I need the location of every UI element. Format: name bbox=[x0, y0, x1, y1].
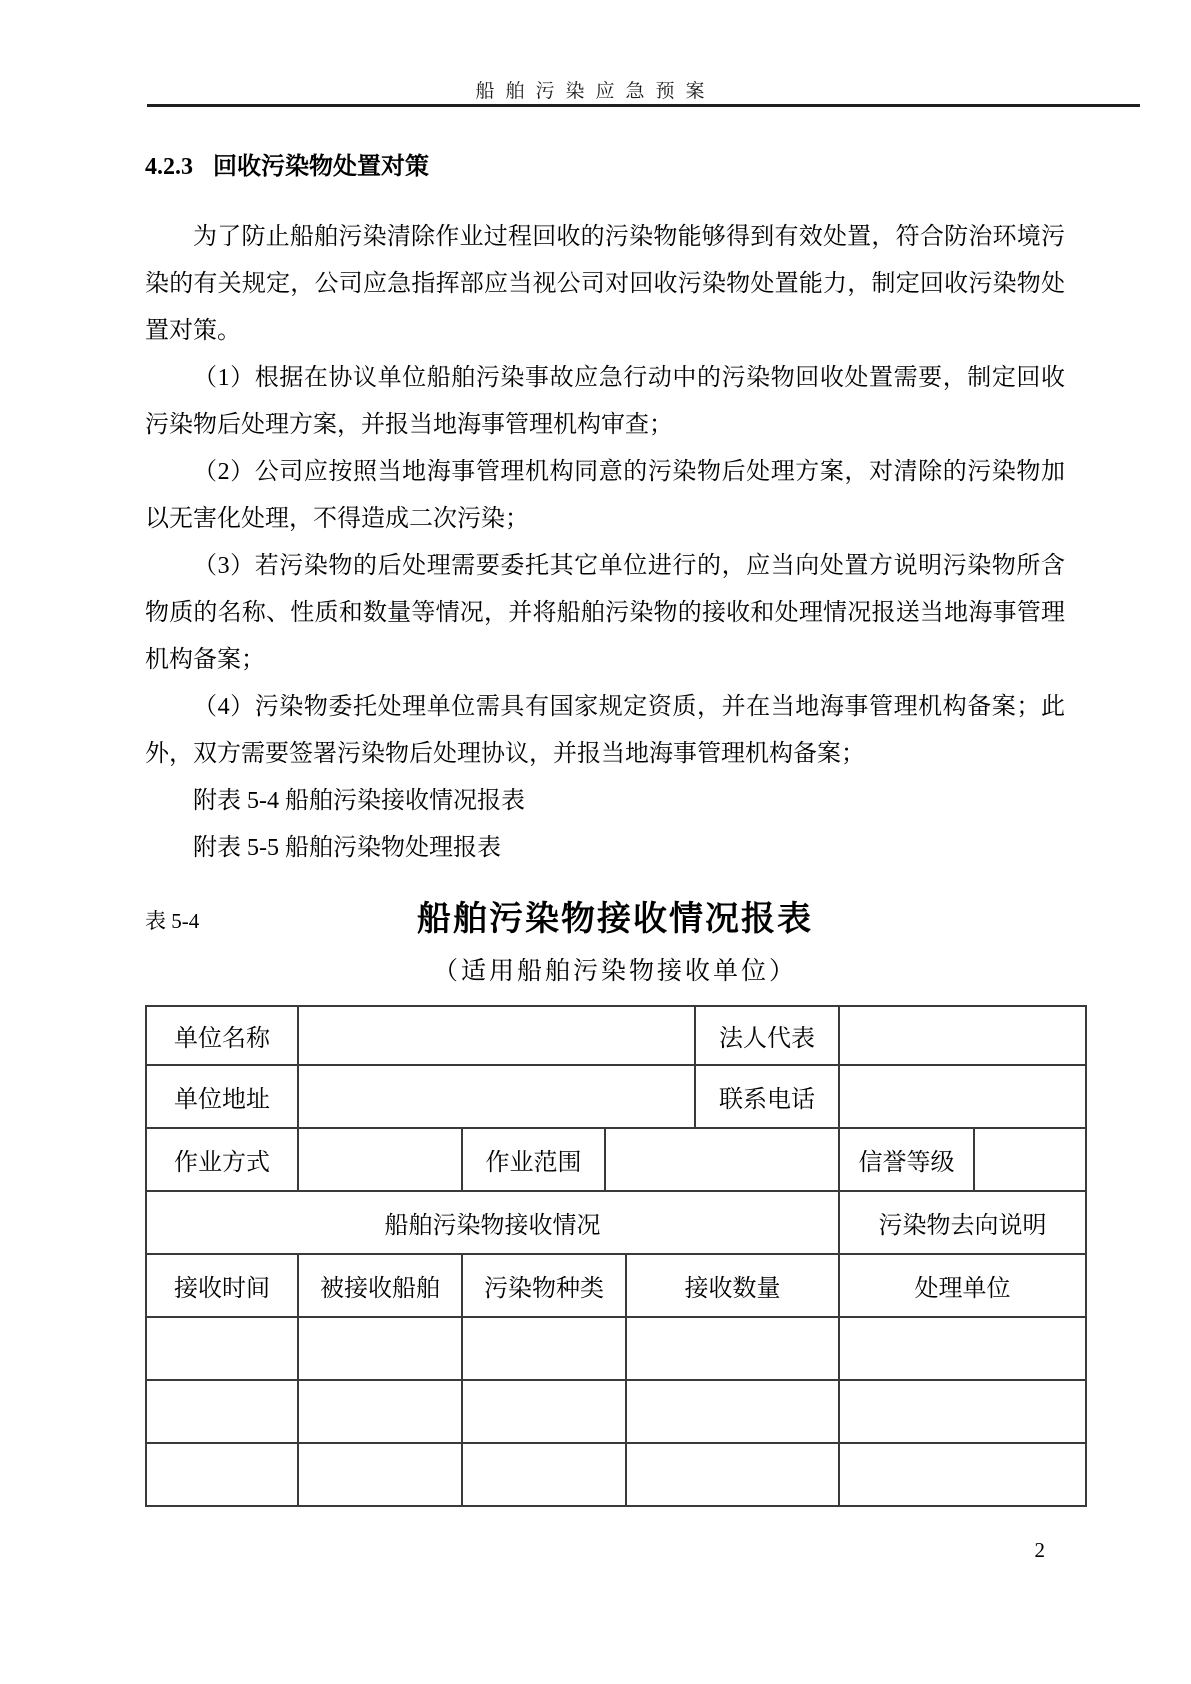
unit-address-value-cell bbox=[298, 1065, 695, 1128]
table-empty-row bbox=[146, 1443, 1086, 1506]
unit-name-value-cell bbox=[298, 1006, 695, 1065]
empty-cell bbox=[462, 1317, 626, 1380]
legal-rep-label-cell: 法人代表 bbox=[695, 1006, 839, 1065]
reception-section-header-cell: 船舶污染物接收情况 bbox=[146, 1191, 839, 1254]
work-scope-value-cell bbox=[605, 1128, 839, 1191]
col-header-receive-qty: 接收数量 bbox=[626, 1254, 839, 1317]
paragraph-intro: 为了防止船舶污染清除作业过程回收的污染物能够得到有效处置，符合防治环境污染的有关规定，公司应急指挥部应当视公司对回收污染物处置能力，制定回收污染物处置对策。 bbox=[145, 224, 1065, 344]
empty-cell bbox=[839, 1380, 1086, 1443]
destination-section-header-cell: 污染物去向说明 bbox=[839, 1191, 1086, 1254]
page-number: 2 bbox=[1034, 1538, 1045, 1562]
legal-rep-value-cell bbox=[839, 1006, 1086, 1065]
unit-name-label-cell: 单位名称 bbox=[146, 1006, 298, 1065]
empty-cell bbox=[146, 1380, 298, 1443]
table-row bbox=[146, 1006, 1086, 1065]
empty-cell bbox=[298, 1443, 462, 1506]
col-header-receive-time: 接收时间 bbox=[146, 1254, 298, 1317]
section-heading bbox=[145, 146, 429, 181]
table-empty-row bbox=[146, 1317, 1086, 1380]
attachment-ref-5-4: 附表 5-4 船舶污染接收情况报表 bbox=[193, 788, 525, 814]
empty-cell bbox=[839, 1317, 1086, 1380]
work-mode-label-cell: 作业方式 bbox=[146, 1128, 298, 1191]
empty-cell bbox=[462, 1443, 626, 1506]
col-header-pollutant-type: 污染物种类 bbox=[462, 1254, 626, 1317]
table-number-label: 表 5-4 bbox=[145, 909, 200, 933]
contact-phone-label-cell: 联系电话 bbox=[695, 1065, 839, 1128]
table-header-row bbox=[146, 1254, 1086, 1317]
empty-cell bbox=[626, 1380, 839, 1443]
table-row bbox=[146, 1128, 1086, 1191]
attachment-ref-5-5: 附表 5-5 船舶污染物处理报表 bbox=[193, 835, 501, 861]
work-scope-label-cell: 作业范围 bbox=[462, 1128, 605, 1191]
table-row bbox=[146, 1191, 1086, 1254]
section-number: 4.2.3 bbox=[145, 154, 193, 180]
paragraph-item-3: （3）若污染物的后处理需要委托其它单位进行的，应当向处置方说明污染物所含物质的名称、性质和数量等情况，并将船舶污染物的接收和处理情况报送当地海事管理机构备案； bbox=[145, 553, 1065, 673]
table-subtitle: （适用船舶污染物接收单位） bbox=[432, 958, 797, 985]
table-empty-row bbox=[146, 1380, 1086, 1443]
section-title: 回收污染物处置对策 bbox=[213, 154, 429, 180]
work-mode-value-cell bbox=[298, 1128, 462, 1191]
table-row bbox=[146, 1065, 1086, 1128]
running-header-title: 船舶污染应急预案 bbox=[475, 81, 716, 102]
header-divider-line bbox=[147, 104, 1140, 107]
paragraph-item-2: （2）公司应按照当地海事管理机构同意的污染物后处理方案，对清除的污染物加以无害化处理，不得造成二次污染； bbox=[145, 459, 1065, 532]
empty-cell bbox=[839, 1443, 1086, 1506]
empty-cell bbox=[462, 1380, 626, 1443]
paragraph-item-4: （4）污染物委托处理单位需具有国家规定资质，并在当地海事管理机构备案；此外，双方需要签署污染物后处理协议，并报当地海事管理机构备案； bbox=[145, 694, 1065, 767]
empty-cell bbox=[298, 1380, 462, 1443]
table-title: 船舶污染物接收情况报表 bbox=[417, 901, 813, 938]
reception-report-table bbox=[145, 1005, 1087, 1507]
body-text-block bbox=[145, 214, 1065, 872]
empty-cell bbox=[146, 1443, 298, 1506]
contact-phone-value-cell bbox=[839, 1065, 1086, 1128]
empty-cell bbox=[146, 1317, 298, 1380]
unit-address-label-cell: 单位地址 bbox=[146, 1065, 298, 1128]
empty-cell bbox=[626, 1443, 839, 1506]
paragraph-item-1: （1）根据在协议单位船舶污染事故应急行动中的污染物回收处置需要，制定回收污染物后处理方案，并报当地海事管理机构审查； bbox=[145, 365, 1065, 438]
credit-rating-value-cell bbox=[974, 1128, 1086, 1191]
empty-cell bbox=[626, 1317, 839, 1380]
empty-cell bbox=[298, 1317, 462, 1380]
col-header-handle-unit: 处理单位 bbox=[839, 1254, 1086, 1317]
credit-rating-label-cell: 信誉等级 bbox=[839, 1128, 974, 1191]
col-header-received-ship: 被接收船舶 bbox=[298, 1254, 462, 1317]
table-title-row bbox=[145, 891, 1085, 943]
